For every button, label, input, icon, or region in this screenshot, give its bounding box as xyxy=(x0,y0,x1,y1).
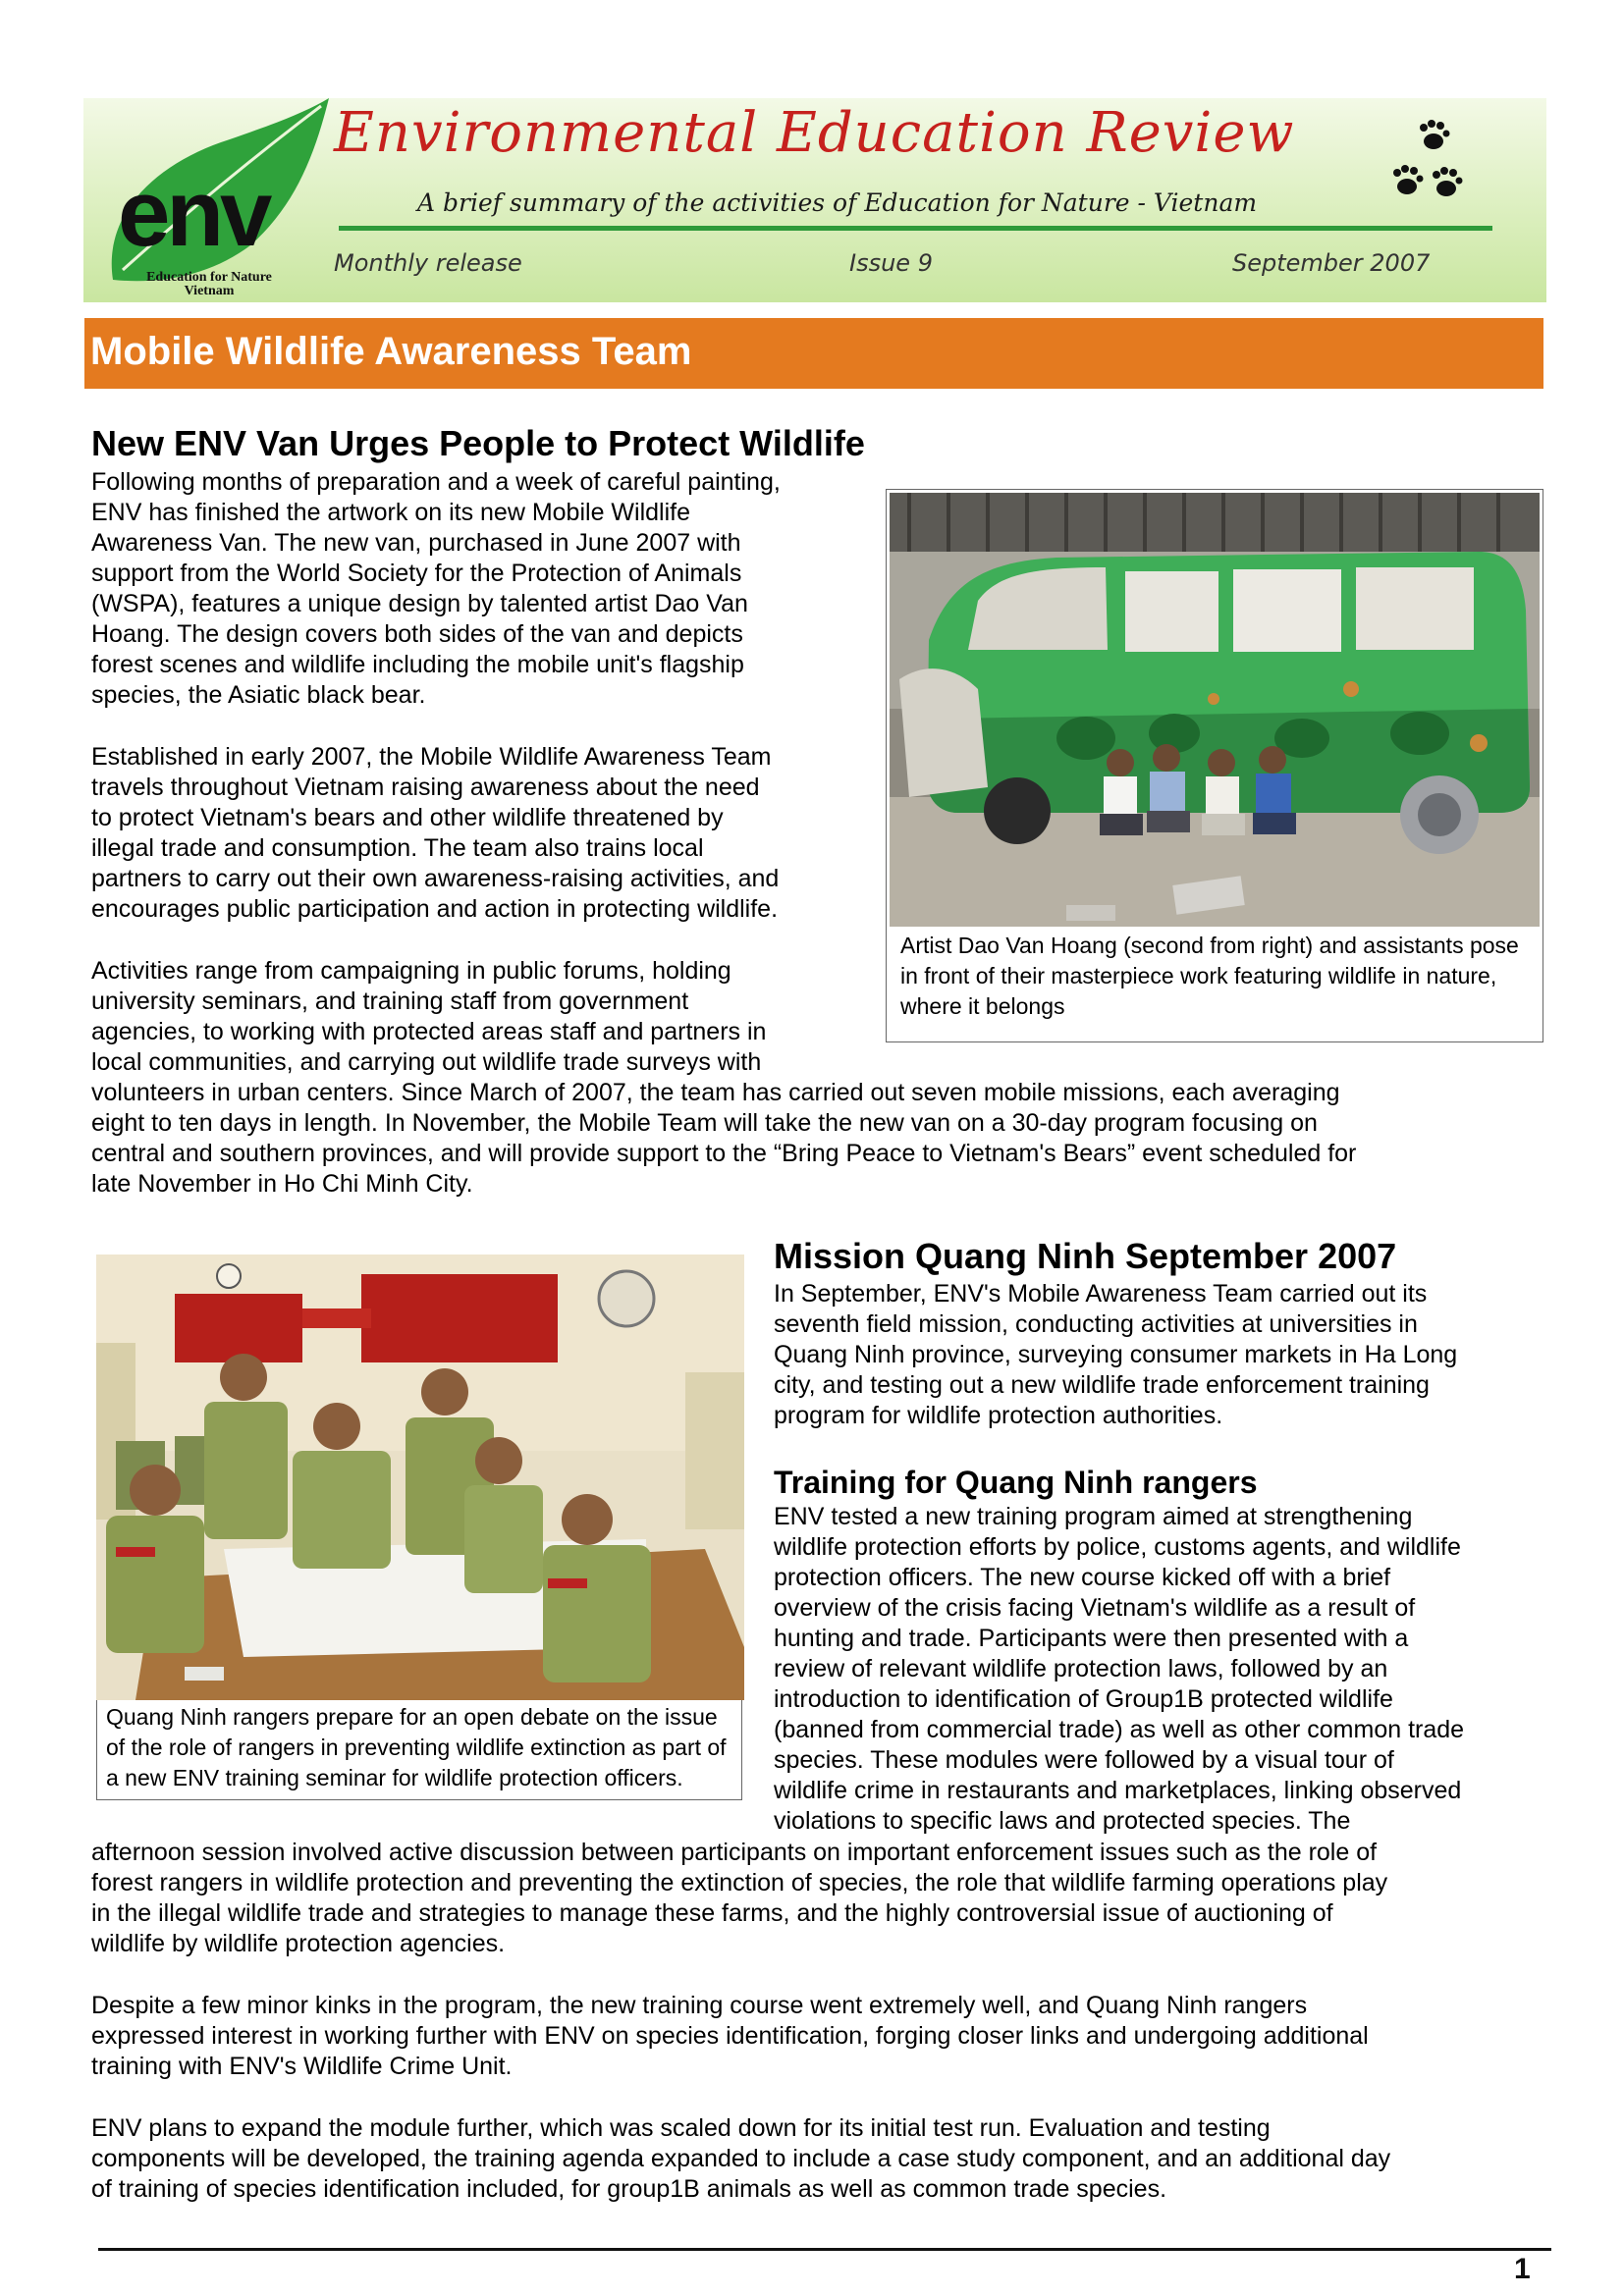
text-line: wildlife crime in restaurants and marketplaces, linking observed xyxy=(774,1777,1462,1804)
text-line: support from the World Society for the Protection of Animals xyxy=(91,560,742,587)
article-paragraph xyxy=(91,2113,1554,2205)
article-paragraph xyxy=(91,742,877,925)
text-line: species, the Asiatic black bear. xyxy=(91,681,426,709)
masthead-rule xyxy=(339,226,1492,231)
text-line: university seminars, and training staff from government xyxy=(91,988,689,1015)
caption-line: of the role of rangers in preventing wildlife extinction as part of xyxy=(106,1735,727,1760)
text-line: encourages public participation and action in protecting wildlife. xyxy=(91,895,779,923)
text-line: eight to ten days in length. In November, the Mobile Team will take the new van on a 30-day program focusing on xyxy=(91,1109,1318,1137)
env-logo-text: env xyxy=(118,161,269,266)
text-line: protection officers. The new course kicked off with a brief xyxy=(774,1564,1391,1591)
text-line: hunting and trade. Participants were then presented with a xyxy=(774,1625,1409,1652)
text-line: central and southern provinces, and will provide support to the “Bring Peace to Vietnam's Bears” event scheduled for xyxy=(91,1140,1357,1167)
caption-line: where it belongs xyxy=(900,993,1065,1019)
text-line: seventh field mission, conducting activities at universities in xyxy=(774,1310,1418,1338)
text-line: overview of the crisis facing Vietnam's wildlife as a result of xyxy=(774,1594,1416,1622)
text-line: In September, ENV's Mobile Awareness Team carried out its xyxy=(774,1280,1428,1308)
text-line: ENV has finished the artwork on its new Mobile Wildlife xyxy=(91,499,690,526)
article-paragraph xyxy=(774,1502,1549,1837)
text-line: wildlife protection efforts by police, customs agents, and wildlife xyxy=(774,1533,1461,1561)
caption-line: a new ENV training seminar for wildlife protection officers. xyxy=(106,1765,683,1790)
text-line: training with ENV's Wildlife Crime Unit. xyxy=(91,2053,513,2080)
text-line: afternoon session involved active discussion between participants on important enforcement issues such as the role of xyxy=(91,1839,1378,1866)
text-line: species. These modules were followed by a visual tour of xyxy=(774,1746,1394,1774)
text-line: to protect Vietnam's bears and other wildlife threatened by xyxy=(91,804,724,831)
release-label: Monthly release xyxy=(334,249,522,277)
issue-label: Issue 9 xyxy=(849,249,933,277)
text-line: late November in Ho Chi Minh City. xyxy=(91,1170,473,1198)
logo-caption-line: Education for Nature xyxy=(146,270,272,285)
text-line: components will be developed, the training agenda expanded to include a case study component, and an additional day xyxy=(91,2145,1391,2172)
rangers-photo xyxy=(96,1255,744,1700)
text-line: review of relevant wildlife protection laws, followed by an xyxy=(774,1655,1388,1682)
text-line: Activities range from campaigning in public forums, holding xyxy=(91,957,731,985)
text-line: Quang Ninh province, surveying consumer markets in Ha Long xyxy=(774,1341,1458,1368)
text-line: introduction to identification of Group1B protected wildlife xyxy=(774,1685,1393,1713)
article-headline: New ENV Van Urges People to Protect Wildlife xyxy=(91,423,865,463)
text-line: Awareness Van. The new van, purchased in June 2007 with xyxy=(91,529,741,557)
article-paragraph xyxy=(91,1838,1554,1959)
text-line: city, and testing out a new wildlife trade enforcement training xyxy=(774,1371,1430,1399)
text-line: Established in early 2007, the Mobile Wildlife Awareness Team xyxy=(91,743,772,771)
text-line: of training of species identification included, for group1B animals as well as common trade species. xyxy=(91,2175,1167,2203)
text-line: illegal trade and consumption. The team also trains local xyxy=(91,834,704,862)
article-paragraph xyxy=(774,1279,1549,1431)
page-number: 1 xyxy=(1514,2253,1531,2285)
photo-caption xyxy=(106,1702,734,1793)
text-line: ENV tested a new training program aimed at strengthening xyxy=(774,1503,1413,1530)
caption-line: Artist Dao Van Hoang (second from right) and assistants pose xyxy=(900,933,1519,958)
text-line: local communities, and carrying out wildlife trade surveys with xyxy=(91,1048,762,1076)
text-line: forest scenes and wildlife including the mobile unit's flagship xyxy=(91,651,744,678)
text-line: wildlife by wildlife protection agencies. xyxy=(91,1930,506,1957)
section-title: Mobile Wildlife Awareness Team xyxy=(90,330,692,373)
photo-caption xyxy=(900,931,1529,1022)
text-line: expressed interest in working further with ENV on species identification, forging closer links and undergoing additional xyxy=(91,2022,1369,2050)
text-line: Despite a few minor kinks in the program, the new training course went extremely well, and Quang Ninh rangers xyxy=(91,1992,1308,2019)
footer-rule xyxy=(98,2248,1551,2251)
van-photo xyxy=(890,493,1540,927)
caption-line: Quang Ninh rangers prepare for an open debate on the issue xyxy=(106,1704,718,1730)
env-logo-caption xyxy=(116,271,302,298)
article-headline: Mission Quang Ninh September 2007 xyxy=(774,1236,1397,1276)
article-paragraph xyxy=(91,467,877,711)
text-line: volunteers in urban centers. Since March of 2007, the team has carried out seven mobile missions, each averaging xyxy=(91,1079,1340,1106)
text-line: violations to specific laws and protected species. The xyxy=(774,1807,1351,1835)
text-line: (WSPA), features a unique design by talented artist Dao Van xyxy=(91,590,748,617)
text-line: in the illegal wildlife trade and strategies to manage these farms, and the highly controversial issue of auctioning of xyxy=(91,1899,1333,1927)
newsletter-subtitle: A brief summary of the activities of Education for Nature - Vietnam xyxy=(417,188,1258,217)
text-line: (banned from commercial trade) as well as other common trade xyxy=(774,1716,1465,1743)
text-line: ENV plans to expand the module further, which was scaled down for its initial test run. Evaluation and testing xyxy=(91,2114,1271,2142)
text-line: Hoang. The design covers both sides of the van and depicts xyxy=(91,620,743,648)
paw-prints-icon xyxy=(1380,116,1468,206)
text-line: forest rangers in wildlife protection and preventing the extinction of species, the role that wildlife farming operations play xyxy=(91,1869,1388,1896)
article-subheading: Training for Quang Ninh rangers xyxy=(774,1465,1258,1500)
date-label: September 2007 xyxy=(1232,249,1431,277)
text-line: travels throughout Vietnam raising awareness about the need xyxy=(91,774,760,801)
text-line: agencies, to working with protected areas staff and partners in xyxy=(91,1018,767,1045)
caption-line: in front of their masterpiece work featuring wildlife in nature, xyxy=(900,963,1497,988)
newsletter-title: Environmental Education Review xyxy=(334,101,1295,165)
text-line: partners to carry out their own awareness-raising activities, and xyxy=(91,865,780,892)
text-line: program for wildlife protection authorities. xyxy=(774,1402,1223,1429)
logo-caption-line: Vietnam xyxy=(184,284,235,298)
text-line: Following months of preparation and a week of careful painting, xyxy=(91,468,781,496)
article-paragraph xyxy=(91,1991,1554,2082)
